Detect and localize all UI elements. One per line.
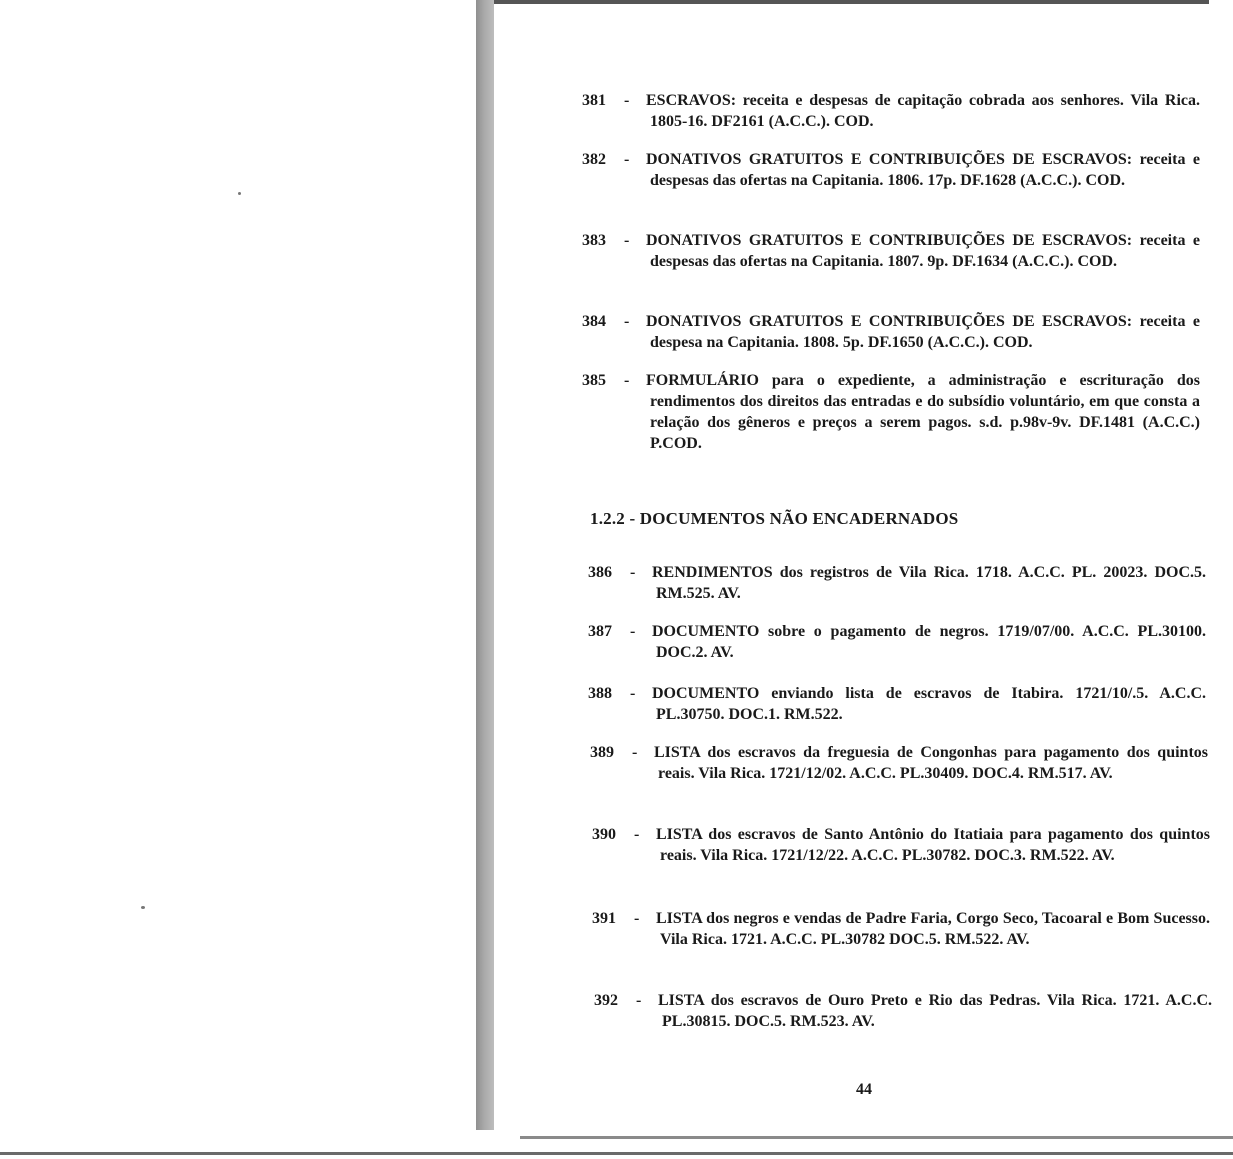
entry-number: 387 bbox=[588, 623, 612, 640]
document-page bbox=[494, 0, 1233, 1150]
entry-text: LISTA dos negros e vendas de Padre Faria, Corgo Seco, Tacoaral e Bom Sucesso. Vila Rica. 1721. A.C.C. PL.30782 DOC.5. RM.522. AV. bbox=[656, 910, 1210, 948]
entry-392 bbox=[594, 990, 1212, 1032]
entry-separator: - bbox=[624, 92, 630, 109]
entry-text: DONATIVOS GRATUITOS E CONTRIBUIÇÕES DE ESCRAVOS: receita e despesa na Capitania. 1808. 5p. DF.1650 (A.C.C.). COD. bbox=[646, 313, 1200, 351]
entry-separator: - bbox=[630, 564, 636, 581]
dust-speck bbox=[141, 906, 145, 909]
entry-text: RENDIMENTOS dos registros de Vila Rica. 1718. A.C.C. PL. 20023. DOC.5. RM.525. AV. bbox=[652, 564, 1206, 602]
entry-383 bbox=[582, 230, 1200, 272]
book-gutter bbox=[476, 0, 494, 1130]
entry-381 bbox=[582, 90, 1200, 132]
entry-separator: - bbox=[636, 992, 642, 1009]
entry-385 bbox=[582, 370, 1200, 454]
page-number: 44 bbox=[856, 1081, 872, 1098]
entry-387 bbox=[588, 621, 1206, 663]
entry-text: DONATIVOS GRATUITOS E CONTRIBUIÇÕES DE ESCRAVOS: receita e despesas das ofertas na Capitania. 1807. 9p. DF.1634 (A.C.C.). COD. bbox=[646, 232, 1200, 270]
entry-389 bbox=[590, 742, 1208, 784]
entry-separator: - bbox=[624, 232, 630, 249]
entry-384 bbox=[582, 311, 1200, 353]
entry-number: 388 bbox=[588, 685, 612, 702]
dust-speck bbox=[238, 192, 241, 195]
entry-separator: - bbox=[624, 372, 630, 389]
entry-number: 384 bbox=[582, 313, 606, 330]
blank-left-page bbox=[0, 0, 476, 1159]
entry-separator: - bbox=[634, 826, 640, 843]
scan-bottom-edge bbox=[0, 1152, 1233, 1155]
entry-number: 385 bbox=[582, 372, 606, 389]
entry-number: 389 bbox=[590, 744, 614, 761]
entry-number: 381 bbox=[582, 92, 606, 109]
entry-number: 382 bbox=[582, 151, 606, 168]
entry-text: LISTA dos escravos de Ouro Preto e Rio das Pedras. Vila Rica. 1721. A.C.C. PL.30815. DOC.5. RM.523. AV. bbox=[658, 992, 1212, 1030]
entry-text: DOCUMENTO sobre o pagamento de negros. 1719/07/00. A.C.C. PL.30100. DOC.2. AV. bbox=[652, 623, 1206, 661]
entry-number: 391 bbox=[592, 910, 616, 927]
entry-391 bbox=[592, 908, 1210, 950]
entry-number: 386 bbox=[588, 564, 612, 581]
entry-separator: - bbox=[630, 623, 636, 640]
entry-separator: - bbox=[634, 910, 640, 927]
entry-390 bbox=[592, 824, 1210, 866]
entry-separator: - bbox=[632, 744, 638, 761]
entry-text: LISTA dos escravos de Santo Antônio do Itatiaia para pagamento dos quintos reais. Vila Rica. 1721/12/22. A.C.C. PL.30782. DOC.3. RM.522. AV. bbox=[656, 826, 1210, 864]
entry-text: LISTA dos escravos da freguesia de Congonhas para pagamento dos quintos reais. Vila Rica. 1721/12/02. A.C.C. PL.30409. DOC.4. RM.517. AV. bbox=[654, 744, 1208, 782]
entry-text: FORMULÁRIO para o expediente, a administração e escrituração dos rendimentos dos direitos das entradas e do subsídio voluntário, em que consta a relação dos gêneros e preços a serem pagos. s.d. p.98v-9v. DF.1481 (A.C.C.) P.COD. bbox=[646, 372, 1200, 452]
entry-number: 383 bbox=[582, 232, 606, 249]
entry-382 bbox=[582, 149, 1200, 191]
entry-text: DOCUMENTO enviando lista de escravos de Itabira. 1721/10/.5. A.C.C. PL.30750. DOC.1. RM.522. bbox=[652, 685, 1206, 723]
entry-number: 392 bbox=[594, 992, 618, 1009]
entry-separator: - bbox=[624, 151, 630, 168]
entry-388 bbox=[588, 683, 1206, 725]
section-heading: 1.2.2 - DOCUMENTOS NÃO ENCADERNADOS bbox=[590, 509, 959, 528]
entry-separator: - bbox=[630, 685, 636, 702]
entry-386 bbox=[588, 562, 1206, 604]
entry-separator: - bbox=[624, 313, 630, 330]
entry-number: 390 bbox=[592, 826, 616, 843]
entry-text: DONATIVOS GRATUITOS E CONTRIBUIÇÕES DE ESCRAVOS: receita e despesas das ofertas na Capitania. 1806. 17p. DF.1628 (A.C.C.). COD. bbox=[646, 151, 1200, 189]
entry-text: ESCRAVOS: receita e despesas de capitação cobrada aos senhores. Vila Rica. 1805-16. DF2161 (A.C.C.). COD. bbox=[646, 92, 1200, 130]
